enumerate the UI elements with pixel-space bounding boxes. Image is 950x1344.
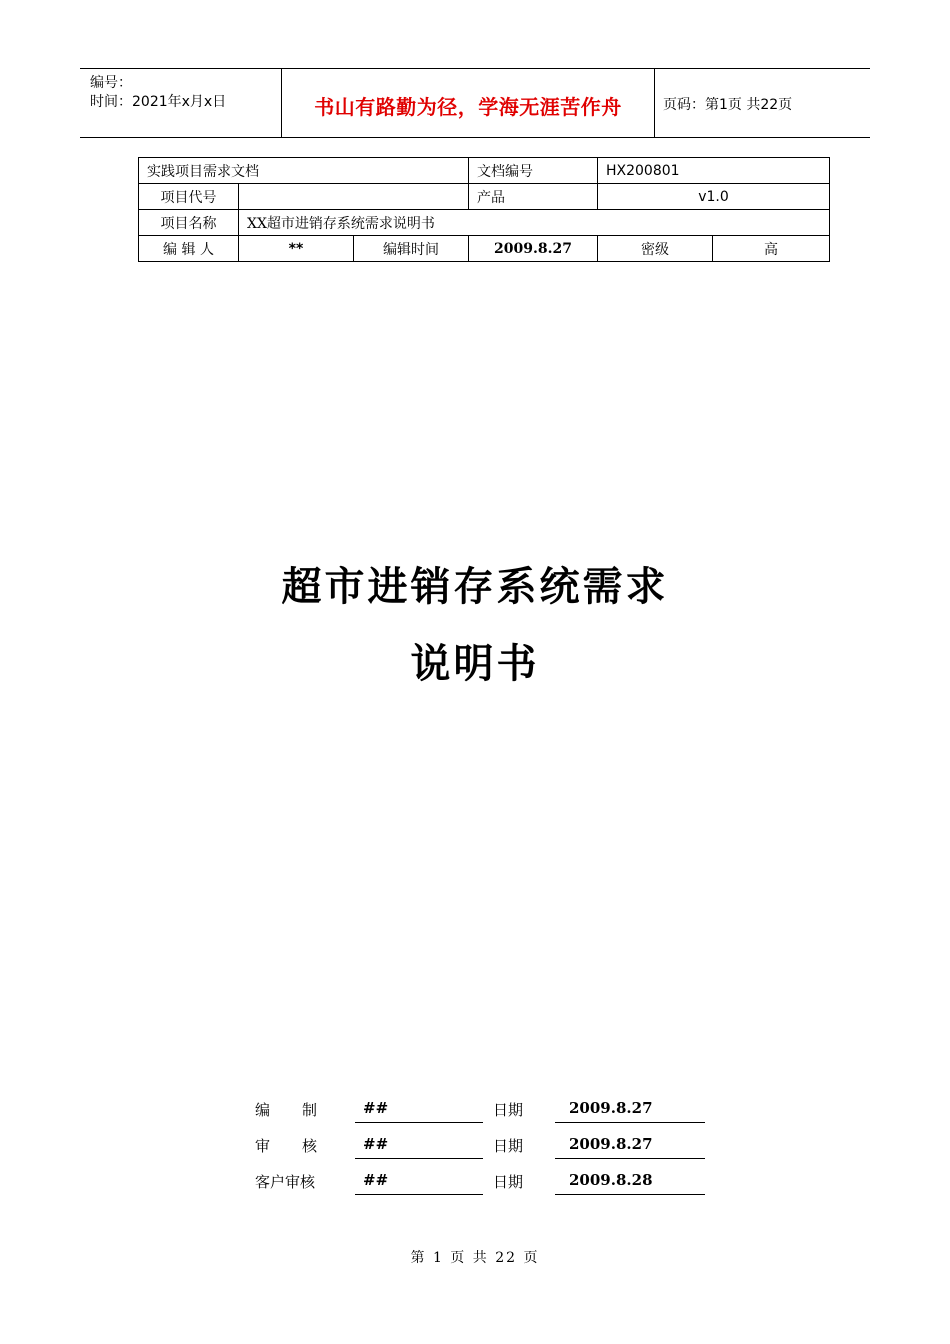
page-header [80,68,870,138]
project-name-label: 项目名称 [139,210,239,236]
edit-time-value: 2009.8.27 [469,236,598,262]
signoff-row-prepared [0,1094,950,1124]
table-row [139,236,830,262]
signoff-value: ## [363,1099,389,1117]
signoff-value: ## [363,1171,389,1189]
document-number-label: 编号： [90,75,132,91]
doc-number-label: 文档编号 [469,158,598,184]
table-row [139,158,830,184]
security-level-value: 高 [713,236,830,262]
signoff-value-field [355,1166,483,1195]
header-page-number: 页码：第1页 共22页 [663,97,793,113]
signoff-value-field [355,1130,483,1159]
edit-time-label: 编辑时间 [354,236,469,262]
signoff-label: 编制 [255,1101,350,1119]
signoff-date-label: 日期 [493,1173,524,1191]
document-title-line2: 说明书 [410,640,540,687]
product-label: 产品 [469,184,598,210]
page-footer: 第 1 页 共 22 页 [410,1250,540,1266]
signoff-value: ## [363,1135,389,1153]
header-motto-cell [282,69,655,137]
signoff-date: 2009.8.27 [569,1099,653,1117]
motto-text: 书山有路勤为径，学海无涯苦作舟 [314,95,622,119]
doc-number-value: HX200801 [598,158,830,184]
signoff-value-field [355,1094,483,1123]
table-row [139,184,830,210]
doc-type-cell: 实践项目需求文档 [139,158,469,184]
project-code-label: 项目代号 [139,184,239,210]
editor-value: ** [239,236,354,262]
header-page-cell [655,69,870,137]
document-title-line1: 超市进销存系统需求 [281,563,669,610]
signoff-date-label: 日期 [493,1137,524,1155]
document-time-label: 时间：2021年x月x日 [90,94,227,110]
signoff-row-client-review [0,1166,950,1196]
signoff-date-label: 日期 [493,1101,524,1119]
project-code-value [239,184,469,210]
security-level-label: 密级 [598,236,713,262]
signoff-label: 审核 [255,1137,350,1155]
header-meta-cell [80,69,282,137]
signoff-date-field [555,1094,705,1123]
signoff-date: 2009.8.27 [569,1135,653,1153]
signoff-date: 2009.8.28 [569,1171,653,1189]
signoff-date-field [555,1166,705,1195]
document-info-table [138,157,830,262]
project-name-value: XX超市进销存系统需求说明书 [239,210,830,236]
signoff-date-field [555,1130,705,1159]
table-row [139,210,830,236]
editor-label: 编 辑 人 [139,236,239,262]
product-value: v1.0 [598,184,830,210]
signoff-row-reviewed [0,1130,950,1160]
signoff-label: 客户审核 [255,1173,316,1191]
